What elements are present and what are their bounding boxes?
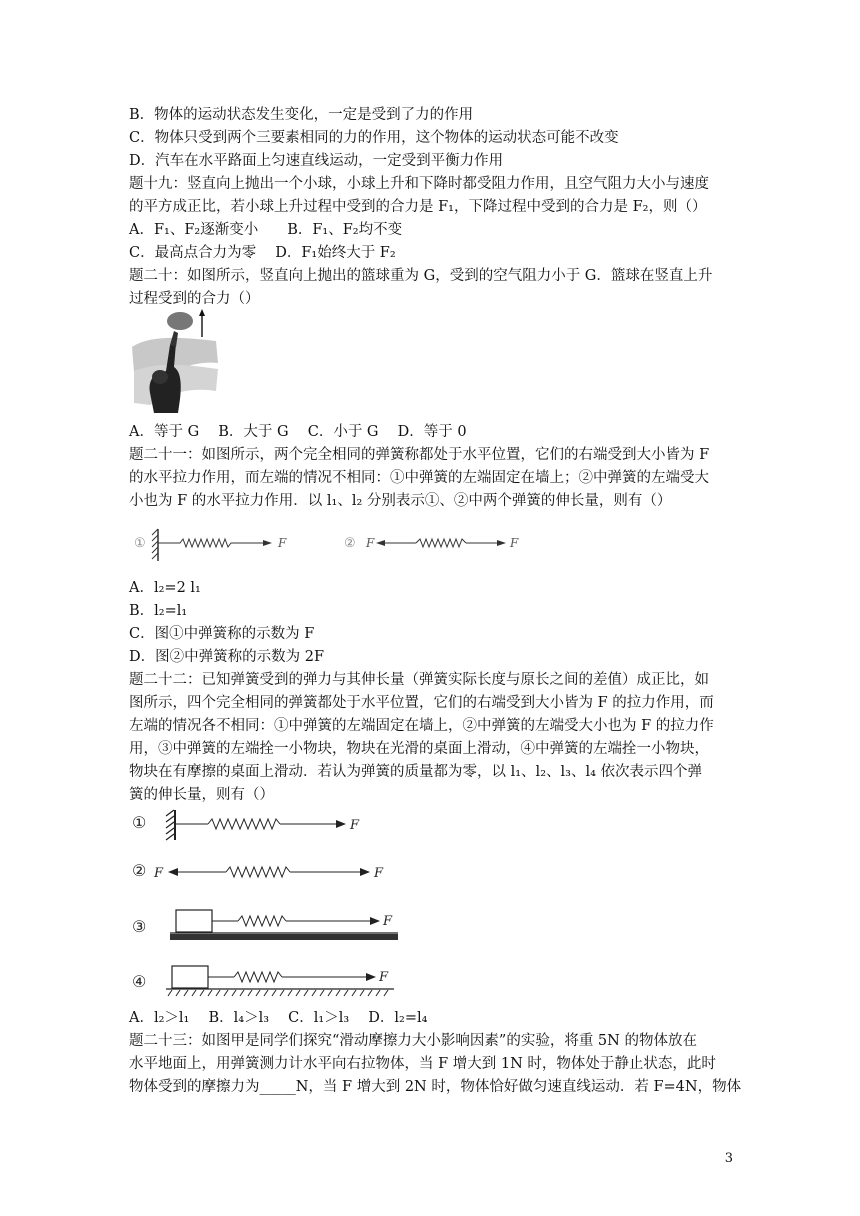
q21-option-c: C．图①中弹簧称的示数为 F [129, 626, 315, 642]
basketball-player-figure [130, 307, 220, 419]
q21-label-1: ① [134, 536, 146, 551]
q22-force-2-right: F [374, 866, 384, 881]
q21-option-b: B．l₂=l₁ [129, 603, 188, 619]
q20-stem-line2: 过程受到的合力（） [129, 291, 260, 307]
q22-force-3: F [383, 914, 393, 929]
q22-force-4: F [379, 970, 389, 985]
q21-figure-1 [134, 529, 287, 561]
q21-label-2: ② [344, 536, 356, 551]
q22-force-1: F [350, 818, 360, 833]
q22-label-4: ④ [132, 972, 147, 991]
q23-stem-line1: 题二十三：如图甲是同学们探究“滑动摩擦力大小影响因素”的实验，将重 5N 的物体放在 [129, 1033, 697, 1049]
q19-options-ab: A．F₁、F₂逐渐变小 B．F₁、F₂均不变 [129, 222, 403, 238]
q21-force-right: F [510, 536, 519, 550]
q21-spring-figures [128, 525, 528, 565]
q21-force-left: F [366, 536, 375, 550]
option-c-line: C．物体只受到两个三要素相同的力的作用，这个物体的运动状态可能不改变 [129, 130, 619, 146]
q19-stem-line1: 题十九：竖直向上抛出一个小球，小球上升和下降时都受阻力作用，且空气阻力大小与速度 [129, 176, 709, 192]
q22-figure-4 [132, 966, 394, 996]
q22-figure-1 [132, 810, 360, 840]
q22-options: A．l₂＞l₁ B．l₄＞l₃ C．l₁＞l₃ D．l₂=l₄ [129, 1010, 428, 1026]
q22-label-3: ③ [132, 917, 147, 936]
q22-stem-line4: 用，③中弹簧的左端拴一小物块，物块在光滑的桌面上滑动，④中弹簧的左端拴一小物块， [129, 741, 709, 757]
q21-stem-line1: 题二十一：如图所示，两个完全相同的弹簧称都处于水平位置，它们的右端受到大小皆为 F [129, 447, 710, 463]
q22-stem-line1: 题二十二：已知弹簧受到的弹力与其伸长量（弹簧实际长度与原长之间的差值）成正比，如 [129, 672, 709, 688]
q20-stem-line1: 题二十：如图所示，竖直向上抛出的篮球重为 G，受到的空气阻力小于 G．篮球在竖直上升 [129, 268, 713, 284]
q22-figure-2 [132, 861, 384, 881]
q22-stem-line3: 左端的情况各不相同：①中弹簧的左端固定在墙上，②中弹簧的左端受大小也为 F 的拉力作 [129, 718, 714, 734]
q20-options: A．等于 G B．大于 G C．小于 G D．等于 0 [129, 424, 467, 440]
q19-options-cd: C．最高点合力为零 D．F₁始终大于 F₂ [129, 245, 396, 261]
spring-1 [158, 539, 236, 547]
q22-stem-line5: 物块在有摩擦的桌面上滑动．若认为弹簧的质量都为零，以 l₁、l₂、l₃、l₄ 依次表示四个弹 [129, 764, 703, 780]
q23-stem-line2: 水平地面上，用弹簧测力计水平向右拉物体，当 F 增大到 1N 时，物体处于静止状态，此时 [129, 1056, 716, 1072]
q22-stem-line6: 簧的伸长量，则有（） [129, 787, 274, 803]
option-d-line: D．汽车在水平路面上匀速直线运动，一定受到平衡力作用 [129, 153, 504, 169]
q22-stem-line2: 图所示，四个完全相同的弹簧都处于水平位置，它们的右端受到大小皆为 F 的拉力作用，而 [129, 695, 714, 711]
spring-2 [416, 539, 466, 547]
q22-label-2: ② [132, 861, 147, 880]
q22-force-2-left: F [154, 866, 164, 881]
q22-spring-figures [128, 806, 408, 1006]
q21-force-1: F [278, 536, 287, 550]
player-head [152, 370, 168, 384]
q19-stem-line2: 的平方成正比，若小球上升过程中受到的合力是 F₁，下降过程中受到的合力是 F₂，则（） [129, 199, 707, 215]
q22-label-1: ① [132, 813, 147, 832]
q21-figure-2 [344, 536, 519, 551]
option-b-line: B．物体的运动状态发生变化，一定是受到了力的作用 [129, 107, 474, 123]
q21-stem-line3: 小也为 F 的水平拉力作用．以 l₁、l₂ 分别表示①、②中两个弹簧的伸长量，则有（） [129, 493, 672, 509]
q21-option-d: D．图②中弹簧称的示数为 2F [129, 649, 325, 665]
basketball [167, 312, 193, 330]
q23-stem-line3: 物体受到的摩擦力为_____N，当 F 增大到 2N 时，物体恰好做匀速直线运动．若 F=4N，物体 [129, 1079, 742, 1095]
q21-stem-line2: 的水平拉力作用，而左端的情况不相同：①中弹簧的左端固定在墙上；②中弹簧的左端受大 [129, 470, 709, 486]
page-number: 3 [724, 1151, 733, 1166]
up-arrow-head [199, 309, 205, 316]
q22-figure-3 [132, 910, 398, 940]
q21-option-a: A．l₂=2 l₁ [129, 580, 201, 596]
